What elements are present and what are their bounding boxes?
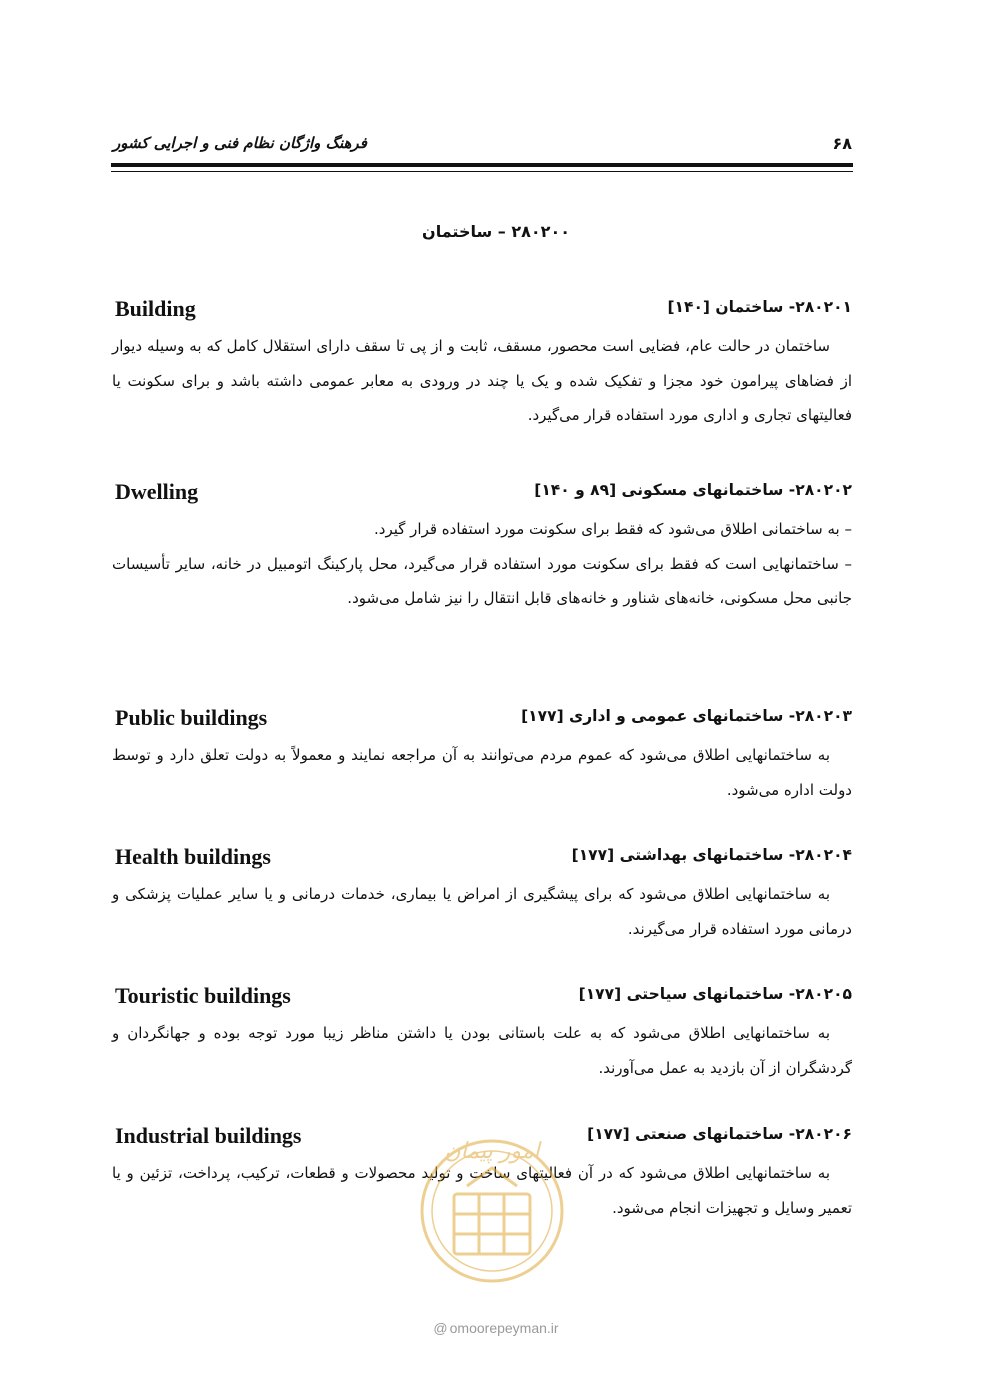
term-english: Touristic buildings <box>115 983 291 1008</box>
definition-paragraph: به ساختمانهایی اطلاق می‌شود که برای پیشگیری از امراض یا بیماری، خدمات درمانی و یا سایر عملیات پزشکی و درمانی مورد استفاده قرار می‌گیرند. <box>112 885 852 938</box>
term-persian: ۲۸۰۲۰۳- ساختمانهای عمومی و اداری [۱۷۷] <box>521 707 852 725</box>
term-english: Building <box>115 296 196 321</box>
term-english: Public buildings <box>115 705 268 730</box>
term-persian: ۲۸۰۲۰۵- ساختمانهای سیاحتی [۱۷۷] <box>578 985 852 1003</box>
term-english: Dwelling <box>115 479 199 504</box>
entry-dwelling <box>112 479 852 616</box>
definition-paragraph: ساختمان در حالت عام، فضایی است محصور، مسقف، ثابت و از پی تا سقف دارای استقلال کامل که به وسیله دیوار از فضاهای پیرامون خود مجزا و تفکیک شده و یک یا چند در ورودی به معابر عمومی داشته باشد و برای سکونت یا فعالیتهای تجاری و اداری مورد استفاده قرار می‌گیرد. <box>112 337 852 424</box>
at-icon: @ <box>433 1320 448 1336</box>
page-number: ۶۸ <box>832 134 852 153</box>
entry-public-buildings <box>112 705 852 807</box>
definition-paragraph: – به ساختمانی اطلاق می‌شود که فقط برای سکونت مورد استفاده قرار گیرد. <box>374 520 852 538</box>
term-persian: ۲۸۰۲۰۴- ساختمانهای بهداشتی [۱۷۷] <box>571 846 852 864</box>
definition-paragraph: – ساختمانهایی است که فقط برای سکونت مورد استفاده قرار می‌گیرد، محل پارکینگ اتومبیل در خانه، سایر تأسیسات جانبی محل مسکونی، خانه‌های شناور و خانه‌های قابل انتقال را نیز شامل می‌شود. <box>112 554 852 607</box>
definition-paragraph: به ساختمانهایی اطلاق می‌شود که به علت باستانی بودن یا داشتن مناظر زیبا مورد توجه بوده و جهانگردان و گردشگران از آن بازدید به عمل می‌آورند. <box>112 1024 852 1077</box>
entry-health-buildings <box>112 844 852 946</box>
header-rule-thick <box>111 163 853 167</box>
running-header-title: فرهنگ واژگان نظام فنی و اجرایی کشور <box>113 134 367 152</box>
watermark-logo-text: امور پیمان <box>444 1139 540 1164</box>
term-english: Health buildings <box>115 844 271 869</box>
definition <box>112 329 852 433</box>
term-english: Industrial buildings <box>115 1123 302 1148</box>
watermark-url-text: omoorepeyman.ir <box>449 1320 559 1336</box>
entry-touristic-buildings <box>112 983 852 1085</box>
entry-building <box>112 296 852 433</box>
entry-industrial-buildings <box>112 1123 852 1225</box>
definition-paragraph: به ساختمانهایی اطلاق می‌شود که در آن فعالیتهای ساخت و تولید محصولات و قطعات، ترکیب، پرداخت، تزئین و یا تعمیر وسایل و تجهیزات انجام می‌شود. <box>112 1164 852 1217</box>
definition <box>112 738 852 807</box>
definition <box>112 512 852 616</box>
header-rule-thin <box>111 171 853 172</box>
term-persian: ۲۸۰۲۰۲- ساختمانهای مسکونی [۸۹ و ۱۴۰] <box>534 481 852 499</box>
watermark-url <box>0 1320 992 1336</box>
definition <box>112 1156 852 1225</box>
term-persian: ۲۸۰۲۰۱- ساختمان [۱۴۰] <box>667 298 852 316</box>
definition <box>112 1016 852 1085</box>
section-title: ۲۸۰۲۰۰ – ساختمان <box>422 222 570 241</box>
term-persian: ۲۸۰۲۰۶- ساختمانهای صنعتی [۱۷۷] <box>587 1125 852 1143</box>
definition <box>112 877 852 946</box>
definition-paragraph: به ساختمانهایی اطلاق می‌شود که عموم مردم می‌توانند به آن مراجعه نمایند و معمولاً به دولت تعلق دارد و توسط دولت اداره می‌شود. <box>112 746 852 799</box>
